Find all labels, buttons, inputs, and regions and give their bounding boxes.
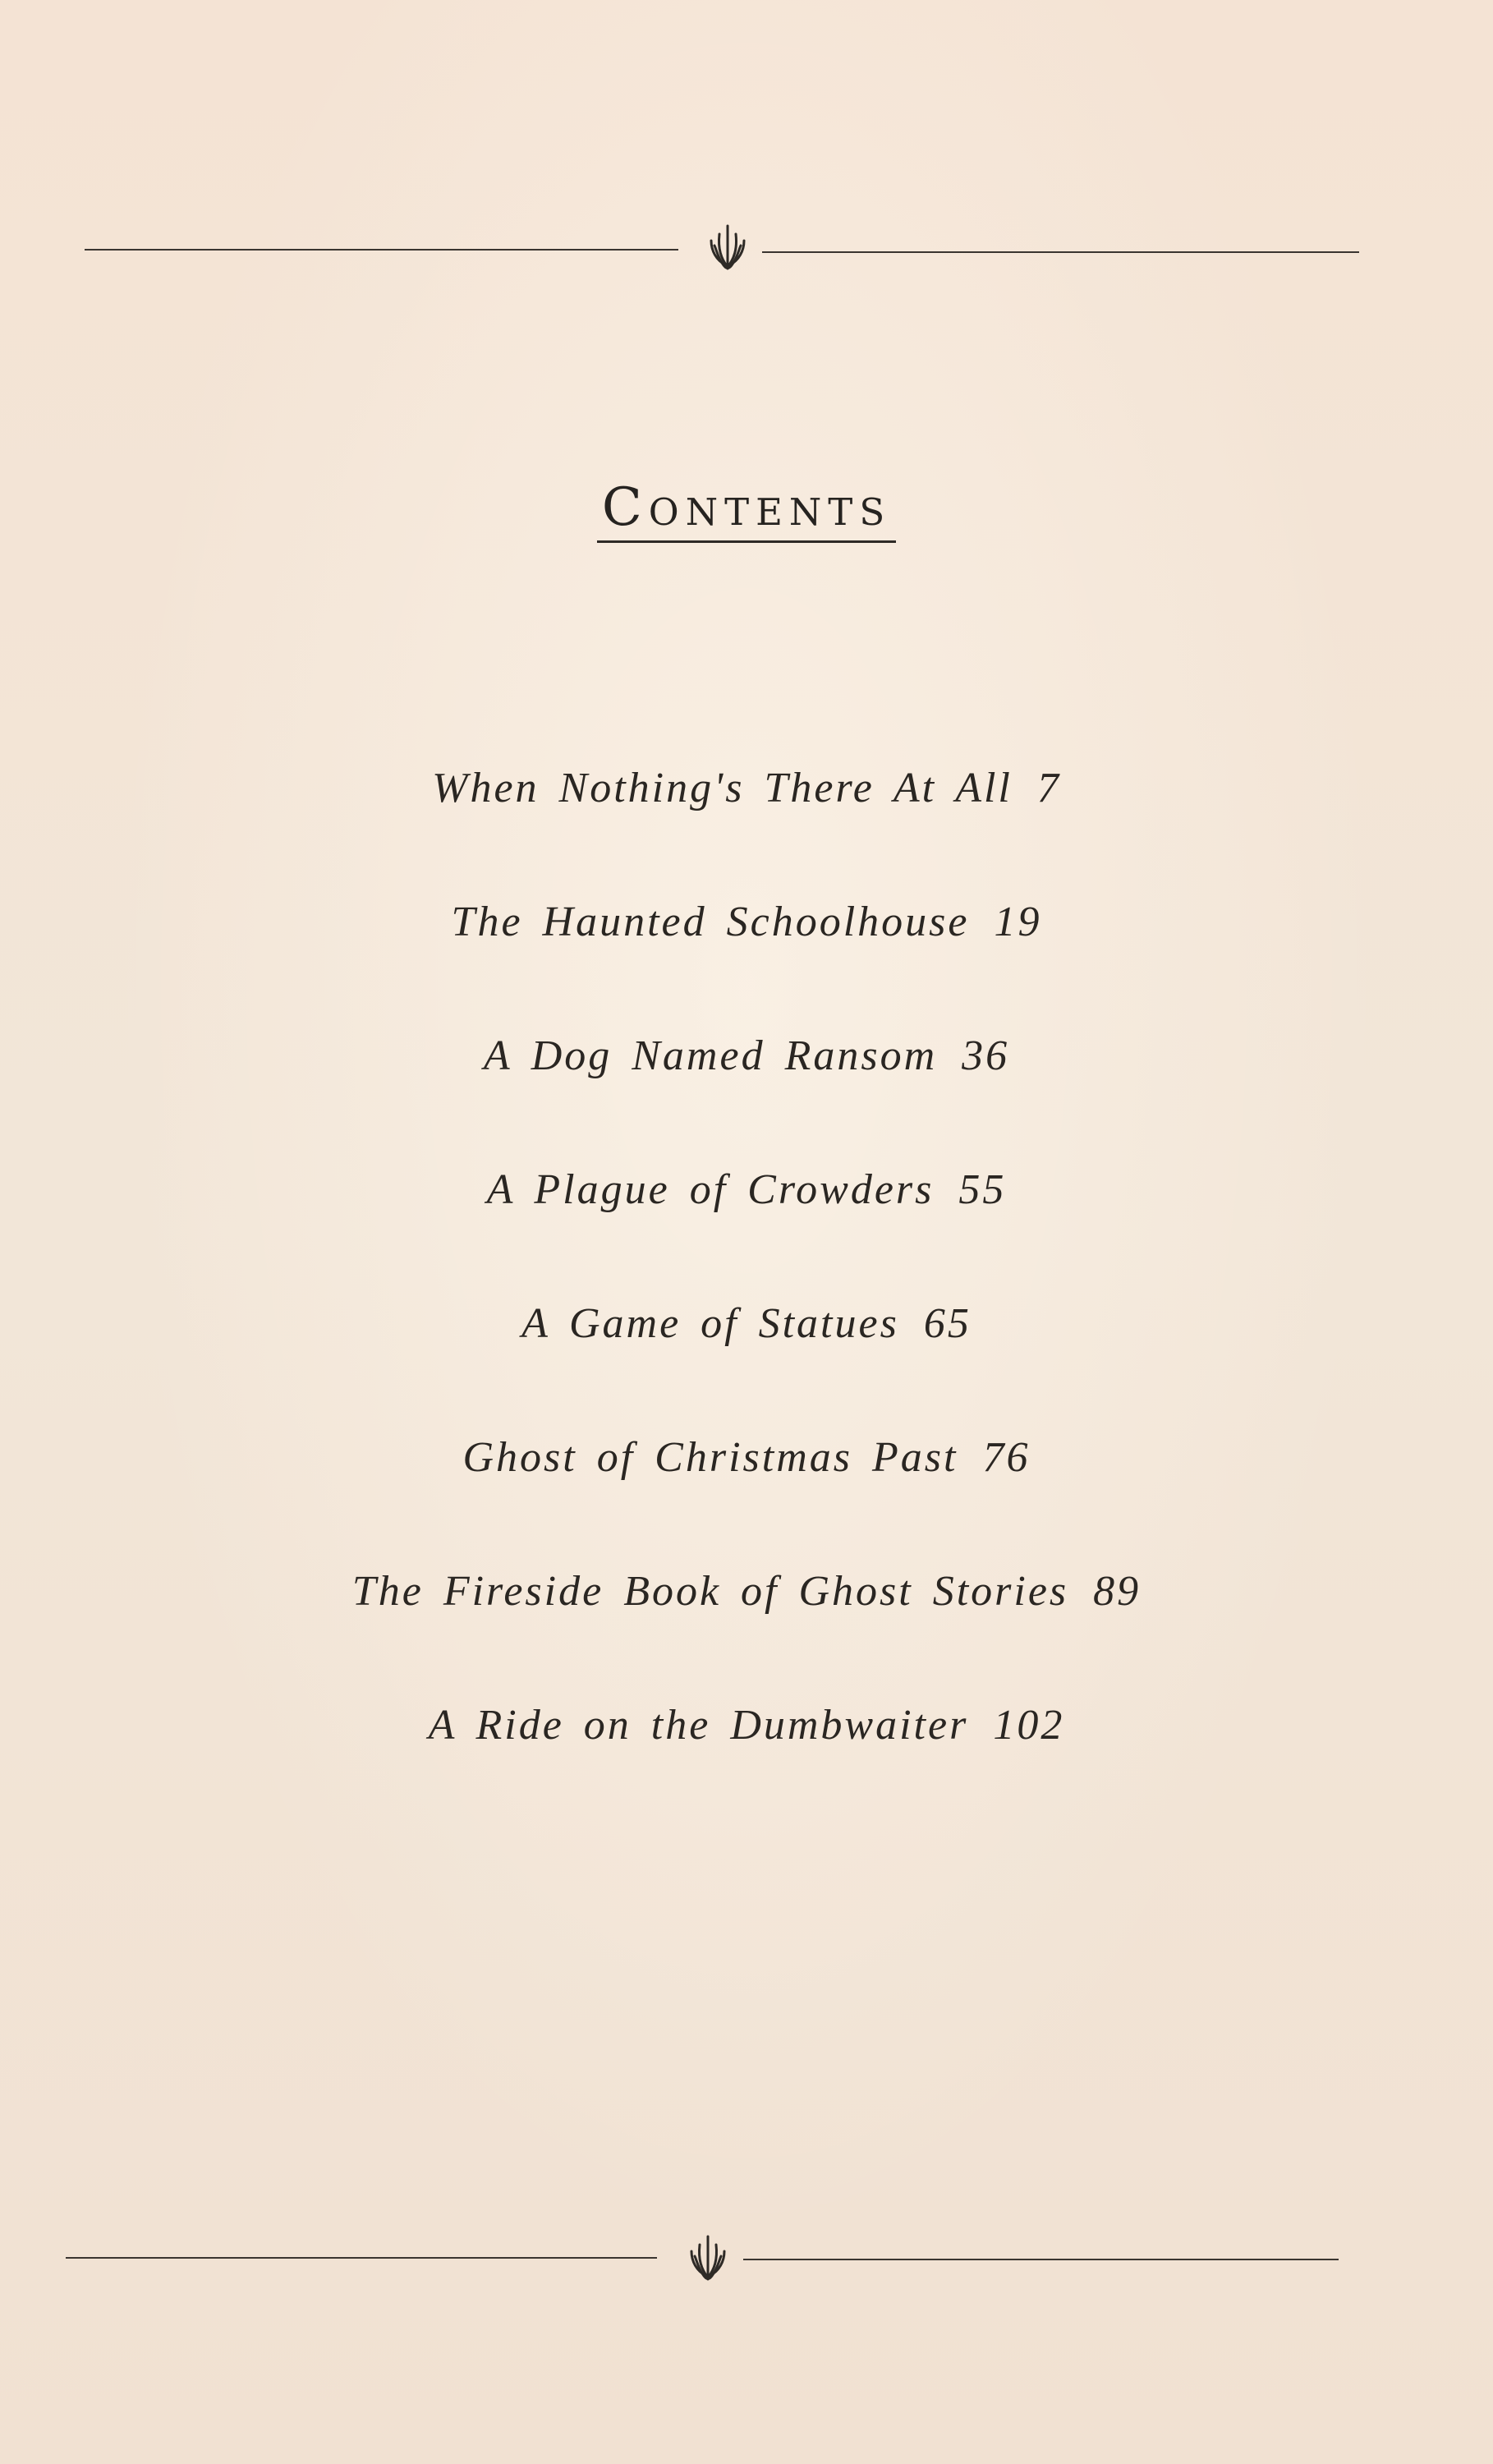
- toc-entry[interactable]: [0, 1413, 1493, 1547]
- toc-entry-page: 76: [982, 1434, 1031, 1481]
- toc-entry-page: 102: [993, 1702, 1065, 1749]
- toc-entry-page: 89: [1093, 1568, 1142, 1615]
- bottom-rule-left: [66, 2257, 657, 2259]
- bottom-ornament-rule: [0, 2220, 1493, 2294]
- toc-entry-page: 65: [923, 1300, 972, 1347]
- toc-entry-page: 19: [994, 899, 1042, 945]
- toc-entry-title: Ghost of Christmas Past: [462, 1434, 958, 1481]
- toc-entry-page: 7: [1036, 765, 1061, 811]
- toc-entry-title: A Dog Named Ransom: [483, 1032, 938, 1079]
- toc-entry[interactable]: [0, 743, 1493, 877]
- toc-entry[interactable]: [0, 1279, 1493, 1413]
- toc-entry[interactable]: [0, 1011, 1493, 1145]
- page-title: Contents: [597, 480, 896, 543]
- toc-entry[interactable]: [0, 1547, 1493, 1680]
- toc-entry[interactable]: [0, 1680, 1493, 1814]
- hand-ornament-icon: [685, 2220, 731, 2286]
- hand-ornament-icon: [705, 209, 751, 275]
- top-rule-left: [85, 249, 678, 251]
- top-ornament-rule: [0, 209, 1493, 283]
- toc-entry-title: A Plague of Crowders: [486, 1166, 935, 1213]
- table-of-contents: [0, 743, 1493, 1814]
- title-wrap: [0, 477, 1493, 543]
- toc-entry-title: The Haunted Schoolhouse: [451, 899, 970, 945]
- toc-entry-title: The Fireside Book of Ghost Stories: [351, 1568, 1069, 1615]
- toc-entry-title: When Nothing's There At All: [432, 765, 1013, 811]
- toc-entry[interactable]: [0, 877, 1493, 1011]
- toc-entry-title: A Ride on the Dumbwaiter: [428, 1702, 969, 1749]
- toc-entry-title: A Game of Statues: [521, 1300, 899, 1347]
- bottom-rule-right: [743, 2259, 1339, 2260]
- toc-entry-page: 55: [958, 1166, 1007, 1213]
- toc-entry[interactable]: [0, 1145, 1493, 1279]
- toc-entry-page: 36: [962, 1032, 1010, 1079]
- top-rule-right: [762, 251, 1359, 253]
